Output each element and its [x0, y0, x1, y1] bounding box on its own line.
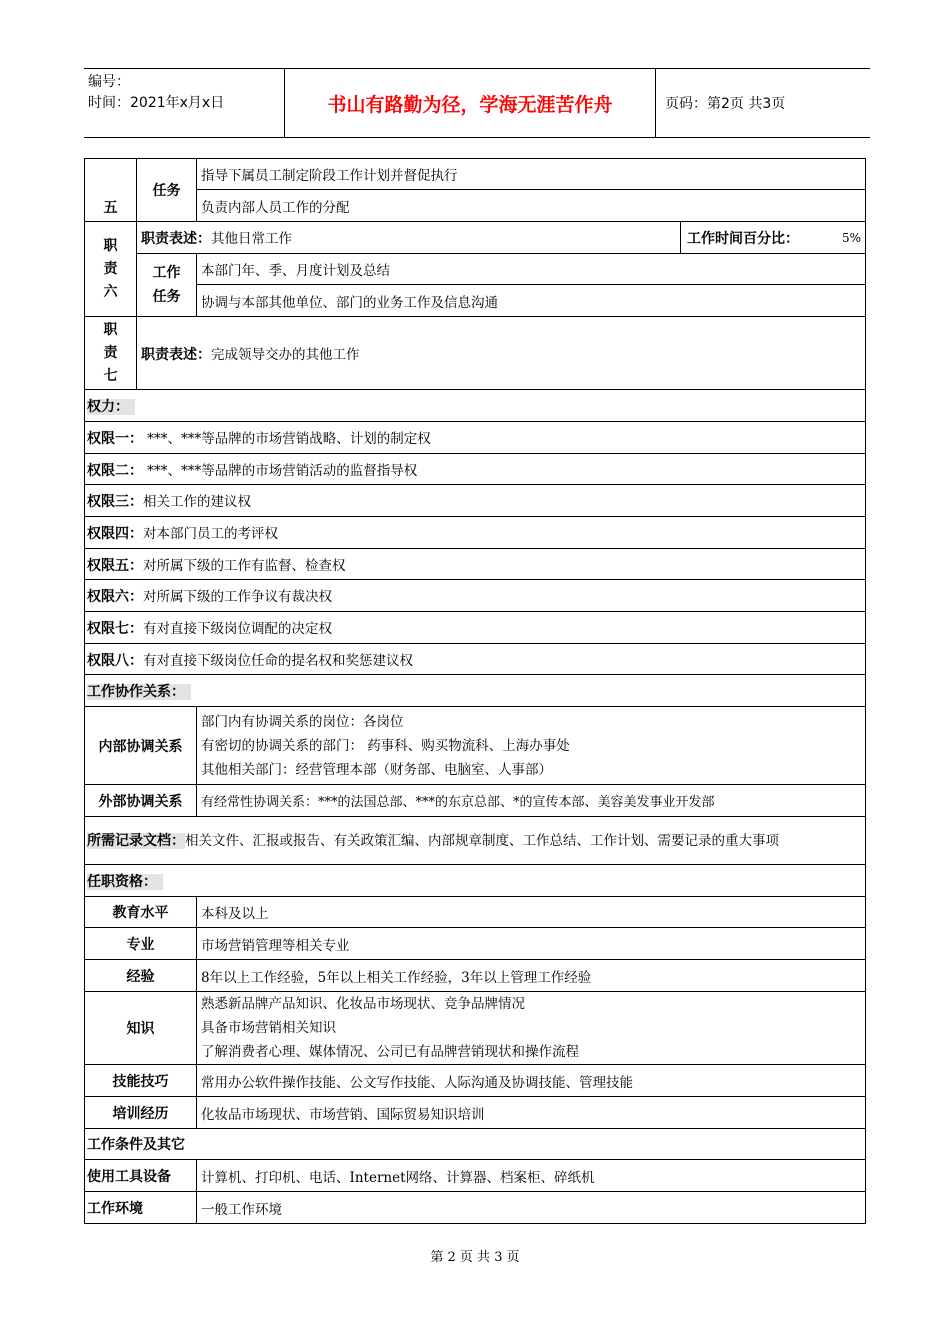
qualification-header-row [85, 865, 866, 897]
authority-label: 权限一： [87, 431, 143, 447]
authority-label: 权限八： [87, 652, 143, 669]
duty6-task: 协调与本部其他单位、部门的业务工作及信息沟通 [197, 285, 866, 317]
environment-text: 一般工作环境 [197, 1192, 866, 1224]
duty6-time-label: 工作时间百分比： [681, 222, 831, 254]
authority-text: 对本部门员工的考评权 [143, 526, 278, 542]
duty6-desc-row [85, 222, 866, 254]
page-header [84, 68, 870, 138]
qualification-label: 经验 [85, 960, 197, 992]
authority-row [85, 454, 866, 485]
knowledge-line: 具备市场营销相关知识 [201, 1020, 336, 1036]
duty6-task-row-2 [85, 285, 866, 317]
conditions-title: 工作条件及其它 [85, 1129, 866, 1160]
authority-row [85, 517, 866, 549]
internal-coordination-line: 部门内有协调关系的岗位：各岗位 [201, 713, 404, 730]
authority-label: 权限四： [87, 526, 143, 542]
duty7-description [137, 317, 866, 390]
knowledge-line: 熟悉新品牌产品知识、化妆品市场现状、竞争品牌情况 [201, 996, 525, 1012]
records-text: 相关文件、汇报或报告、有关政策汇编、内部规章制度、工作总结、工作计划、需要记录的重大事项 [185, 832, 779, 849]
authority-row [85, 485, 866, 517]
cooperation-title: 工作协作关系： [85, 675, 866, 707]
document-number-label: 编号： [88, 74, 130, 90]
authority-label: 权限六： [87, 589, 143, 605]
tools-label: 使用工具设备 [85, 1160, 197, 1192]
authority-row [85, 612, 866, 644]
qualification-label: 培训经历 [85, 1097, 197, 1129]
tools-row [85, 1160, 866, 1192]
authority-label: 权限二： [87, 462, 143, 479]
records-label: 所需记录文档： [87, 832, 185, 849]
authority-text: ***、***等品牌的市场营销活动的监督指导权 [143, 462, 418, 479]
qualification-row [85, 897, 866, 928]
authority-text: 对所属下级的工作争议有裁决权 [143, 589, 332, 605]
qualification-row [85, 992, 866, 1065]
qualification-label: 知识 [85, 992, 197, 1065]
duty6-time-percent: 5% [831, 222, 866, 254]
duty6-desc-text: 其他日常工作 [211, 231, 292, 247]
cooperation-header-row [85, 675, 866, 707]
authority-row [85, 422, 866, 454]
document-date: 时间：2021年x月x日 [88, 95, 225, 111]
header-motto: 书山有路勤为径，学海无涯苦作舟 [284, 69, 656, 137]
internal-coordination-content [197, 707, 866, 785]
qualification-value: 8年以上工作经验，5年以上相关工作经验，3年以上管理工作经验 [197, 960, 866, 992]
environment-row [85, 1192, 866, 1224]
header-meta [84, 69, 288, 137]
duty5-task-row-1 [85, 159, 866, 190]
knowledge-line: 了解消费者心理、媒体情况、公司已有品牌营销现状和操作流程 [201, 1044, 579, 1060]
internal-coordination-label: 内部协调关系 [85, 707, 197, 785]
external-coordination-row [85, 785, 866, 817]
authority-row [85, 549, 866, 580]
authority-text: 相关工作的建议权 [143, 494, 251, 510]
header-page-number: 页码：第2页 共3页 [665, 96, 786, 112]
authority-text: ***、***等品牌的市场营销战略、计划的制定权 [143, 431, 431, 447]
authority-row [85, 580, 866, 612]
duty7-row [85, 317, 866, 390]
qualification-title: 任职资格： [85, 865, 866, 897]
authority-label: 权限三： [87, 494, 143, 510]
conditions-header-row [85, 1129, 866, 1160]
records-content [85, 817, 866, 865]
external-coordination-text: 有经常性协调关系：***的法国总部、***的东京总部、*的宣传本部、美容美发事业开发部 [197, 785, 866, 817]
records-row [85, 817, 866, 865]
authority-text: 有对直接下级岗位调配的决定权 [143, 621, 332, 637]
duty5-task-row-2 [85, 190, 866, 222]
qualification-label: 技能技巧 [85, 1065, 197, 1097]
authority-text: 有对直接下级岗位任命的提名权和奖惩建议权 [143, 652, 413, 669]
duty7-desc-label: 职责表述： [141, 346, 211, 363]
duty6-task-row-1 [85, 254, 866, 285]
page-footer: 第 2 页 共 3 页 [430, 1250, 520, 1265]
duty5-task: 负责内部人员工作的分配 [197, 190, 866, 222]
qualification-value [197, 992, 866, 1065]
duty6-task-label: 工作 任务 [137, 254, 197, 317]
authority-text: 对所属下级的工作有监督、检查权 [143, 557, 346, 574]
duty6-task: 本部门年、季、月度计划及总结 [197, 254, 866, 285]
external-coordination-label: 外部协调关系 [85, 785, 197, 817]
qualification-value: 市场营销管理等相关专业 [197, 928, 866, 960]
duty5-task: 指导下属员工制定阶段工作计划并督促执行 [197, 159, 866, 190]
environment-label: 工作环境 [85, 1192, 197, 1224]
qualification-label: 教育水平 [85, 897, 197, 928]
internal-coordination-line: 其他相关部门：经营管理本部（财务部、电脑室、人事部） [201, 761, 552, 778]
qualification-row [85, 960, 866, 992]
qualification-label: 专业 [85, 928, 197, 960]
job-description-table [84, 158, 865, 1224]
qualification-row [85, 1097, 866, 1129]
internal-coordination-row [85, 707, 866, 785]
authority-row [85, 644, 866, 675]
tools-text: 计算机、打印机、电话、Internet网络、计算器、档案柜、碎纸机 [197, 1160, 866, 1192]
authority-title: 权力： [85, 390, 866, 422]
duty6-desc-label: 职责表述： [141, 231, 211, 247]
duty6-label: 职 责 六 [85, 222, 137, 317]
duty7-label: 职 责 七 [85, 317, 137, 390]
duty5-number: 五 [85, 159, 137, 222]
internal-coordination-line: 有密切的协调关系的部门： 药事科、购买物流科、上海办事处 [201, 737, 570, 754]
qualification-row [85, 928, 866, 960]
authority-header-row [85, 390, 866, 422]
qualification-value: 本科及以上 [197, 897, 866, 928]
duty7-desc-text: 完成领导交办的其他工作 [211, 346, 360, 363]
authority-label: 权限五： [87, 557, 143, 574]
duty5-task-label: 任务 [137, 159, 197, 222]
qualification-value: 化妆品市场现状、市场营销、国际贸易知识培训 [197, 1097, 866, 1129]
qualification-row [85, 1065, 866, 1097]
qualification-value: 常用办公软件操作技能、公文写作技能、人际沟通及协调技能、管理技能 [197, 1065, 866, 1097]
authority-label: 权限七： [87, 621, 143, 637]
duty6-description [137, 222, 681, 254]
